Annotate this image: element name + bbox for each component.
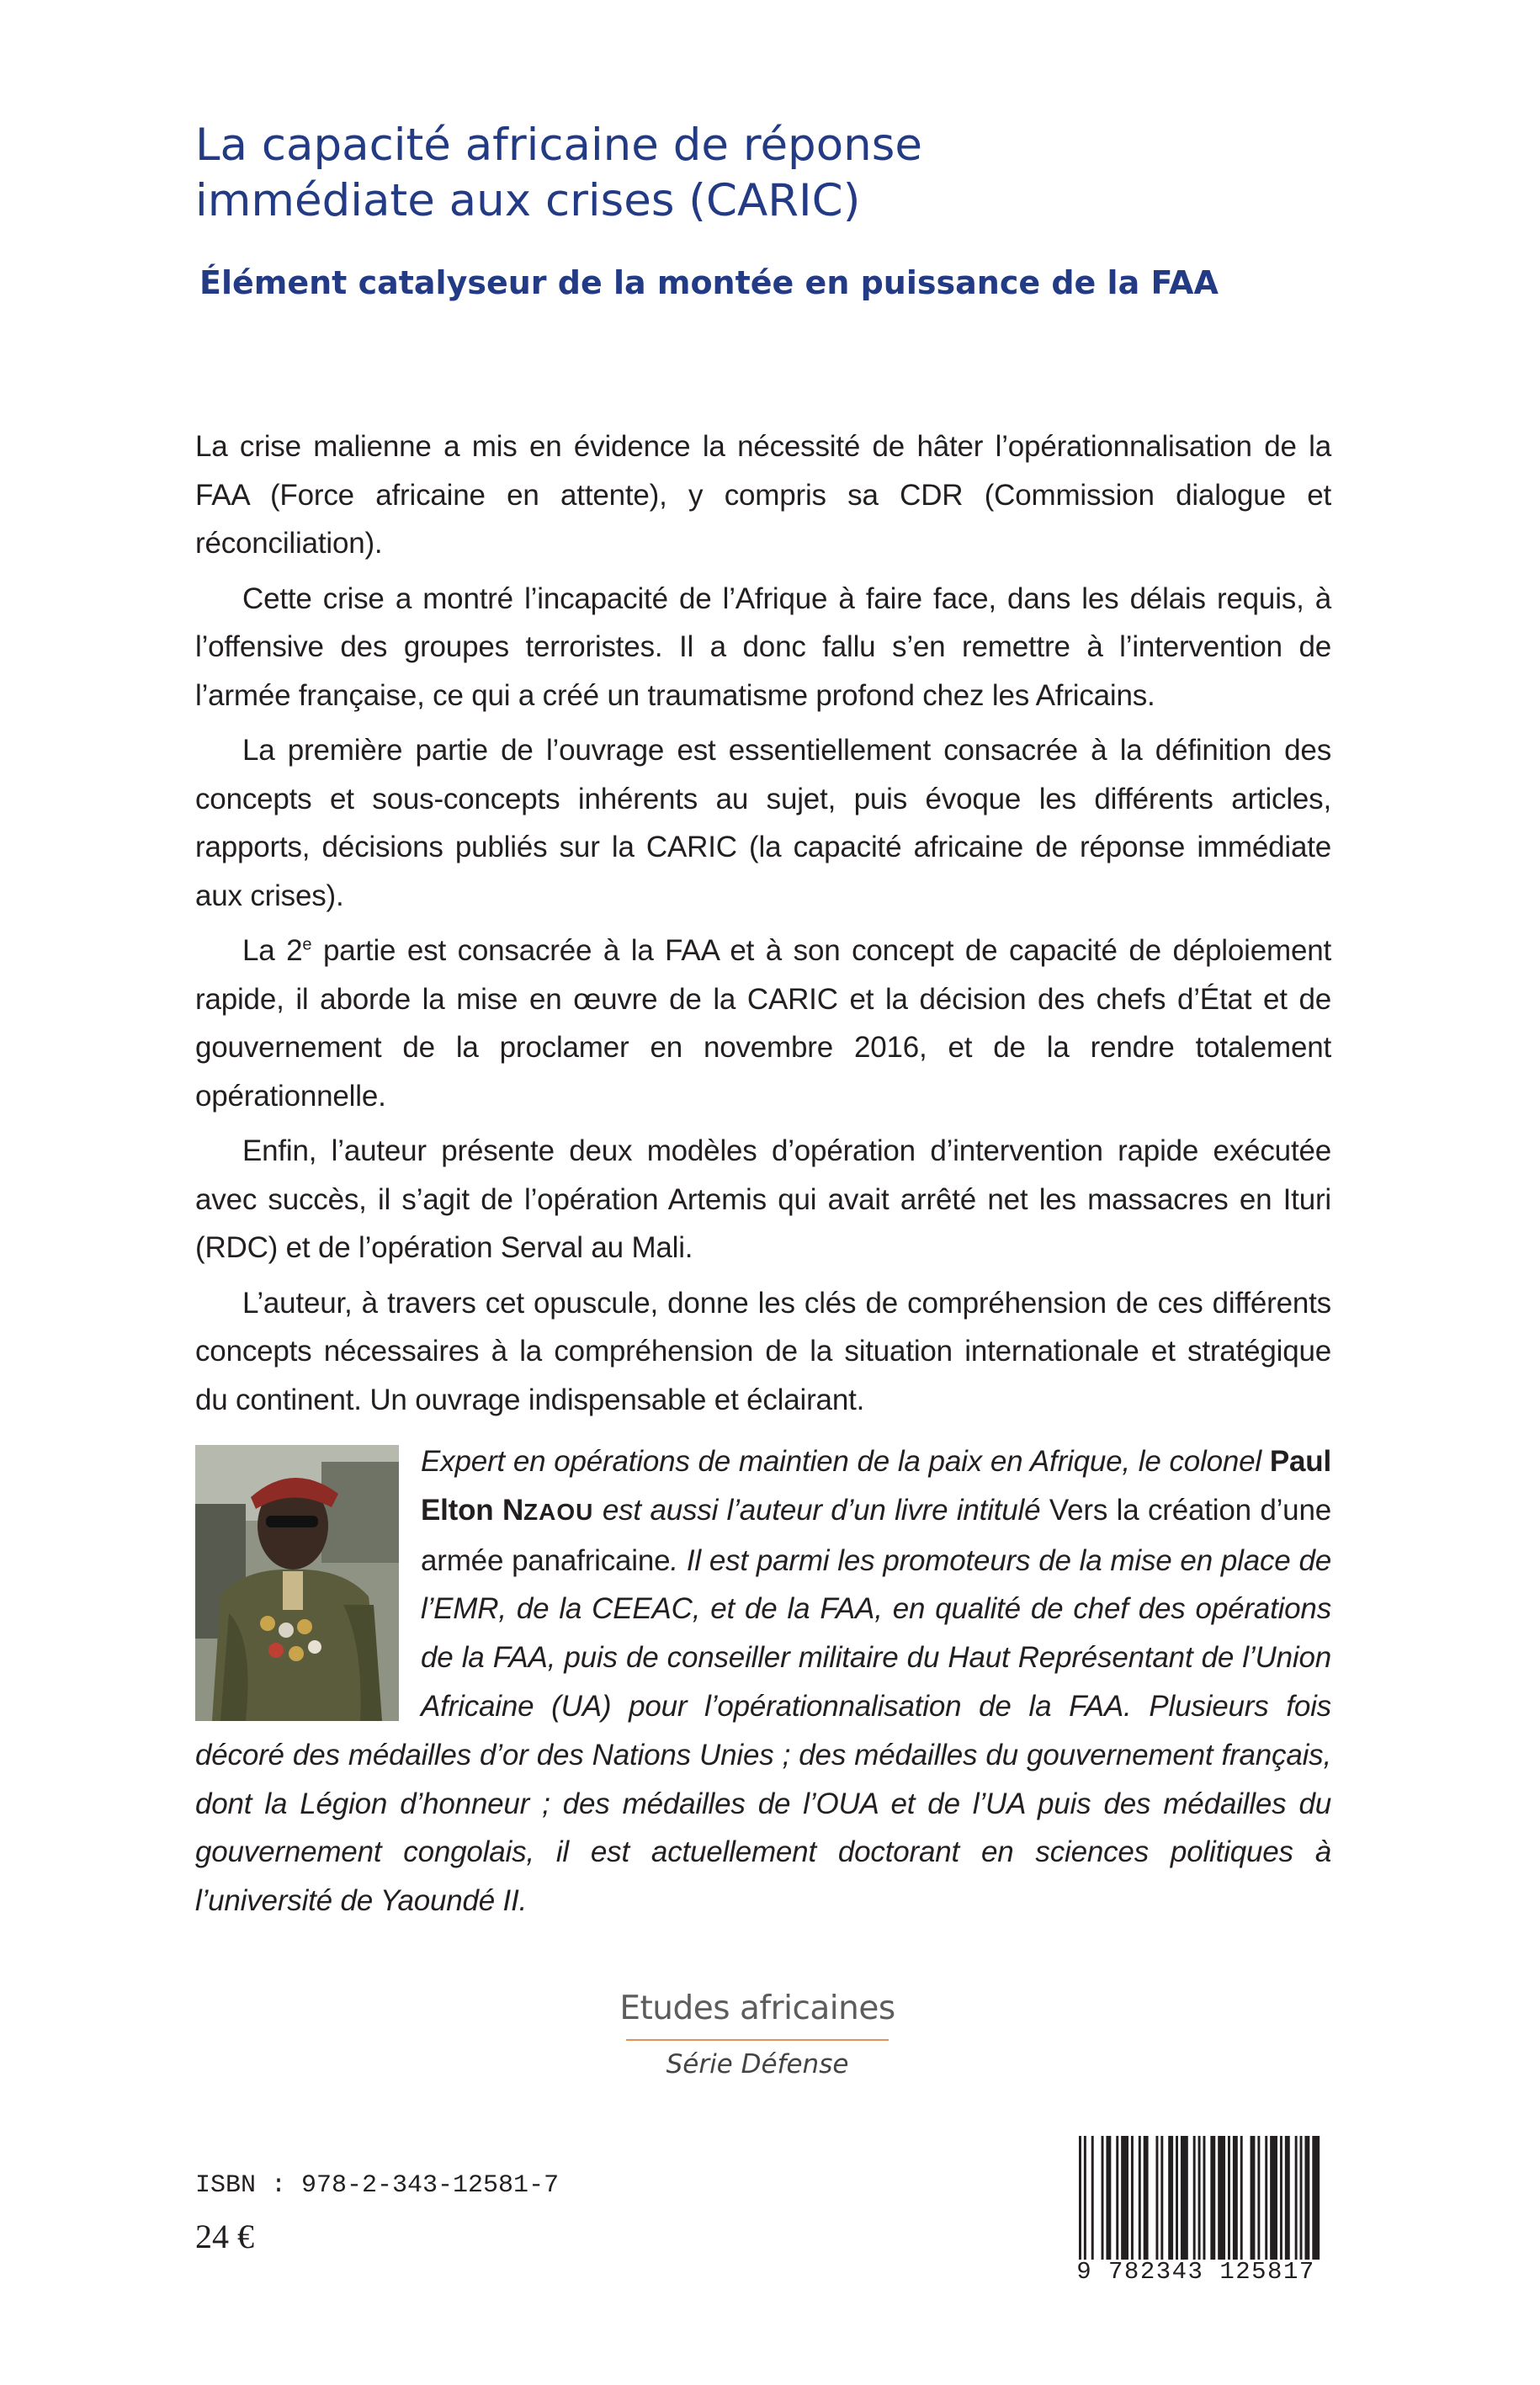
summary-paragraph-3: La première partie de l’ouvrage est essentiellement consacrée à la définition des concepts et sous-concepts inhérents au sujet, puis évoque les différents articles, rapports, décisions publiés sur la CARIC (la capacité africaine de réponse immédiate aux crises). xyxy=(195,734,1331,912)
author-name-first: Paul Elton N xyxy=(421,1445,1331,1527)
title-line-1: La capacité africaine de réponse xyxy=(195,120,922,171)
barcode-bar xyxy=(1144,2136,1149,2260)
collection-logo xyxy=(614,1989,900,2081)
barcode-bar xyxy=(1121,2136,1128,2260)
title-line-2: immédiate aux crises (CARIC) xyxy=(195,175,861,226)
barcode-bar xyxy=(1257,2136,1260,2260)
barcode-bar xyxy=(1079,2136,1081,2260)
barcode-bar xyxy=(1198,2136,1201,2260)
barcode-bar xyxy=(1270,2136,1277,2260)
price: 24 € xyxy=(195,2218,254,2255)
barcode-bar xyxy=(1091,2136,1094,2260)
summary-paragraph-2: Cette crise a montré l’incapacité de l’Afrique à faire face, dans les délais requis, à l’offensive des groupes terroristes. Il a donc fallu s’en remettre à l’intervention de l’armée française, ce qui a créé un traumatisme profond chez les Africains. xyxy=(195,582,1331,712)
book-title xyxy=(195,118,1373,229)
barcode-bar xyxy=(1106,2136,1111,2260)
summary-text xyxy=(195,422,1331,1431)
bio-intro: Expert en opérations de maintien de la paix en Afrique, le colonel xyxy=(421,1445,1270,1478)
barcode-bar xyxy=(1285,2136,1290,2260)
p4-rest: partie est consacrée à la FAA et à son concept de capacité de déploiement rapide, il aborde la mise en œuvre de la CARIC et la décision des chefs d’État et de gouvernement de la proclamer en novembre 2016, et de la rendre totalement opérationnelle. xyxy=(195,934,1331,1113)
barcode-bar xyxy=(1251,2136,1256,2260)
barcode-bar xyxy=(1203,2136,1206,2260)
barcode-bar xyxy=(1102,2136,1104,2260)
barcode-bar xyxy=(1181,2136,1188,2260)
barcode-bar xyxy=(1304,2136,1309,2260)
bio-mid: est aussi l’auteur d’un livre intitulé xyxy=(593,1493,1049,1527)
barcode-bar xyxy=(1084,2136,1086,2260)
barcode-bar xyxy=(1155,2136,1158,2260)
barcode-bar xyxy=(1168,2136,1173,2260)
summary-paragraph-5: Enfin, l’auteur présente deux modèles d’opération d’intervention rapide exécutée avec succès, il s’agit de l’opération Artemis qui avait arrêté net les massacres en Ituri (RDC) et de l’opération Serval au Mali. xyxy=(195,1134,1331,1264)
author-photo xyxy=(195,1445,399,1721)
barcode-digits: 9 782343 125817 xyxy=(1062,2260,1330,2285)
collection-series: Série Défense xyxy=(666,2049,849,2080)
barcode-bar xyxy=(1218,2136,1225,2260)
barcode-bar xyxy=(1312,2136,1320,2260)
author-portrait-icon xyxy=(195,1445,399,1721)
barcode-bar xyxy=(1176,2136,1178,2260)
barcode-bar xyxy=(1265,2136,1267,2260)
barcode-bar xyxy=(1210,2136,1215,2260)
summary-paragraph-1: La crise malienne a mis en évidence la nécessité de hâter l’opérationnalisation de la FAA (Force africaine en attente), y compris sa CDR (Commission dialogue et réconciliation). xyxy=(195,430,1331,560)
isbn: ISBN : 978-2-343-12581-7 xyxy=(195,2171,560,2200)
collection-divider xyxy=(626,2039,889,2041)
barcode-bar xyxy=(1139,2136,1141,2260)
book-subtitle: Élément catalyseur de la montée en puissance de la FAA xyxy=(199,264,1219,301)
author-name-smallcaps: ZAOU xyxy=(523,1498,594,1525)
barcode-bar xyxy=(1131,2136,1134,2260)
author-book-title: Vers la création d’une armée panafricaine xyxy=(421,1493,1331,1577)
p4-start: La 2 xyxy=(242,934,303,967)
barcode-bar xyxy=(1300,2136,1303,2260)
barcode-bar xyxy=(1280,2136,1282,2260)
bio-rest: . Il est parmi les promoteurs de la mise en place de l’EMR, de la CEEAC, et de la FAA, en qualité de chef des opérations de la FAA, puis de conseiller militaire du Haut Représentant de l’Union Africaine (UA) pour l’opérationnalisation de la FAA. Plusieurs fois décoré des médailles d’or des Nations Unies ; des médailles du gouvernement français, dont la Légion d’honneur ; des médailles de l’OUA et de l’UA puis des médailles du gouvernement congolais, il est actuellement doctorant en sciences politiques à l’université de Yaoundé II. xyxy=(195,1543,1331,1918)
barcode-bar xyxy=(1295,2136,1298,2260)
summary-paragraph-4 xyxy=(195,927,1331,1120)
author-bio xyxy=(195,1437,1331,1926)
barcode-bar xyxy=(1228,2136,1230,2260)
summary-paragraph-6: L’auteur, à travers cet opuscule, donne les clés de compréhension de ces différents concepts nécessaires à la compréhension de la situation internationale et stratégique du continent. Un ouvrage indispensable et éclairant. xyxy=(195,1286,1331,1416)
ordinal-superscript: e xyxy=(302,935,312,954)
barcode-bar xyxy=(1160,2136,1163,2260)
barcode-bar xyxy=(1240,2136,1243,2260)
barcode-bar xyxy=(1116,2136,1118,2260)
barcode-bar xyxy=(1193,2136,1196,2260)
barcode-bar xyxy=(1233,2136,1238,2260)
collection-name: Etudes africaines xyxy=(619,1989,895,2027)
barcode xyxy=(1062,2136,1330,2286)
